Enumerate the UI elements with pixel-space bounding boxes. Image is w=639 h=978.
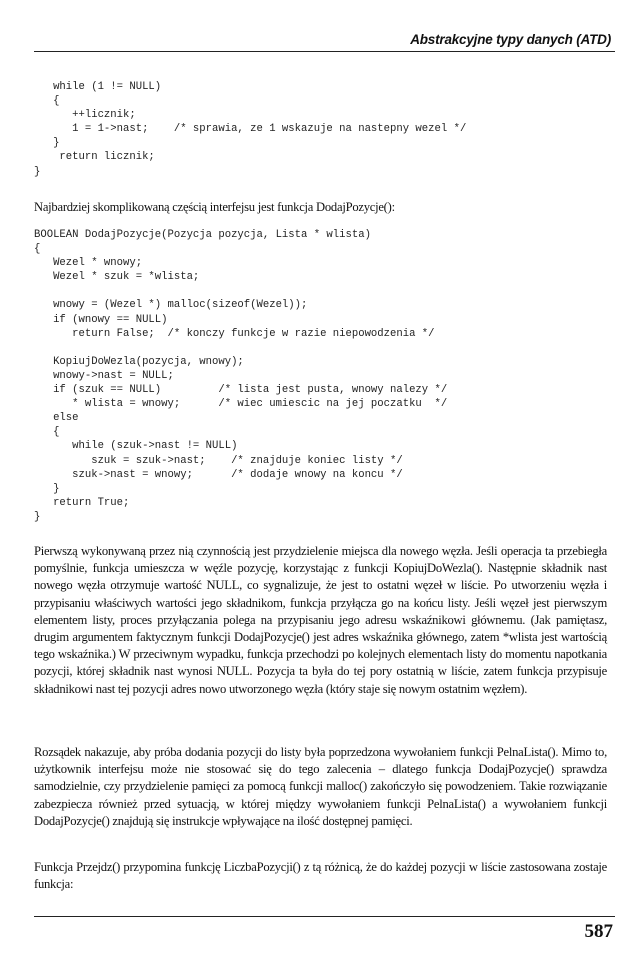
paragraph-2: Rozsądek nakazuje, aby próba dodania pozycji do listy była poprzedzona wywołaniem funkcji PelnaLista(). Mimo to, użytkownik interfejsu może nie stosować się do tego zalecenia – dlatego funkcja DodajPozycje() sprawdza samodzielnie, czy przydzielenie pamięci za pomocą funkcji malloc() zakończyło się powodzeniem. Takie rozwiązanie zabezpiecza również przed sytuacją, w której między wywołaniem funkcji PelnaLista() a wywołaniem funkcji DodajPozycje() znajdują się instrukcje wpływające na ilość dostępnej pamięci.	[34, 745, 607, 828]
page-number: 587	[584, 921, 613, 942]
paragraph-3: Funkcja Przejdz() przypomina funkcję LiczbaPozycji() z tą różnicą, że do każdej pozycji w liście zastosowana zostaje funkcja:	[34, 860, 607, 892]
intro-text: Najbardziej skomplikowaną częścią interfejsu jest funkcja DodajPozycje():	[34, 200, 395, 214]
code-block-dodaj-pozycje: BOOLEAN DodajPozycje(Pozycja pozycja, Lista * wlista) { Wezel * wnowy; Wezel * szuk = *wlista; wnowy = (Wezel *) malloc(sizeof(Wezel)); if (wnowy == NULL) return False; /* konczy funkcje w razie niepowodzenia */ KopiujDoWezla(pozycja, wnowy); wnowy->nast = NULL; if (szuk == NULL) /* lista jest pusta, wnowy nalezy */ * wlista = wnowy; /* wiec umiescic na jej poczatku */ else { while (szuk->nast != NULL) szuk = szuk->nast; /* znajduje koniec listy */ szuk->nast = wnowy; /* dodaje wnowy na koncu */ } return True; }	[34, 229, 448, 523]
paragraph-1: Pierwszą wykonywaną przez nią czynnością jest przydzielenie miejsca dla nowego węzła. Jeśli operacja ta przebiegła pomyślnie, funkcja umieszcza w węźle pozycję, korzystając z funkcji KopiujDoWezla(). Następnie składnik nast nowego węzła otrzymuje wartość NULL, co sygnalizuje, że jest to ostatni węzeł w liście. Po utworzeniu węzła i przypisaniu właściwych wartości jego składnikom, funkcja przyłącza go na końcu listy. Jeśli węzeł jest pierwszym elementem listy, proces przyłączania polega na przypisaniu jego adresu wskaźnikowi głównemu. (Jak pamiętasz, drugim argumentem faktycznym funkcji DodajPozycje() jest adres wskaźnika głównego, zatem *wlista jest wartością tego wskaźnika.) W przeciwnym wypadku, funkcja przechodzi po kolejnych elementach listy do momentu napotkania pozycji, której składnik nast wynosi NULL. Pozycja ta była do tej pory ostatnią w liście, zatem funkcja przypisuje składnikowi nast tej pozycji adres nowo utworzonego węzła (który staje się nowym ostatnim węzłem).	[34, 544, 607, 696]
running-header: Abstrakcyjne typy danych (ATD)	[410, 32, 611, 47]
code-block-loop-end: while (1 != NULL) { ++licznik; 1 = 1->nast; /* sprawia, ze 1 wskazuje na nastepny wezel */ } return licznik; }	[34, 81, 467, 178]
footer-rule	[34, 916, 615, 917]
header-rule	[34, 51, 615, 52]
